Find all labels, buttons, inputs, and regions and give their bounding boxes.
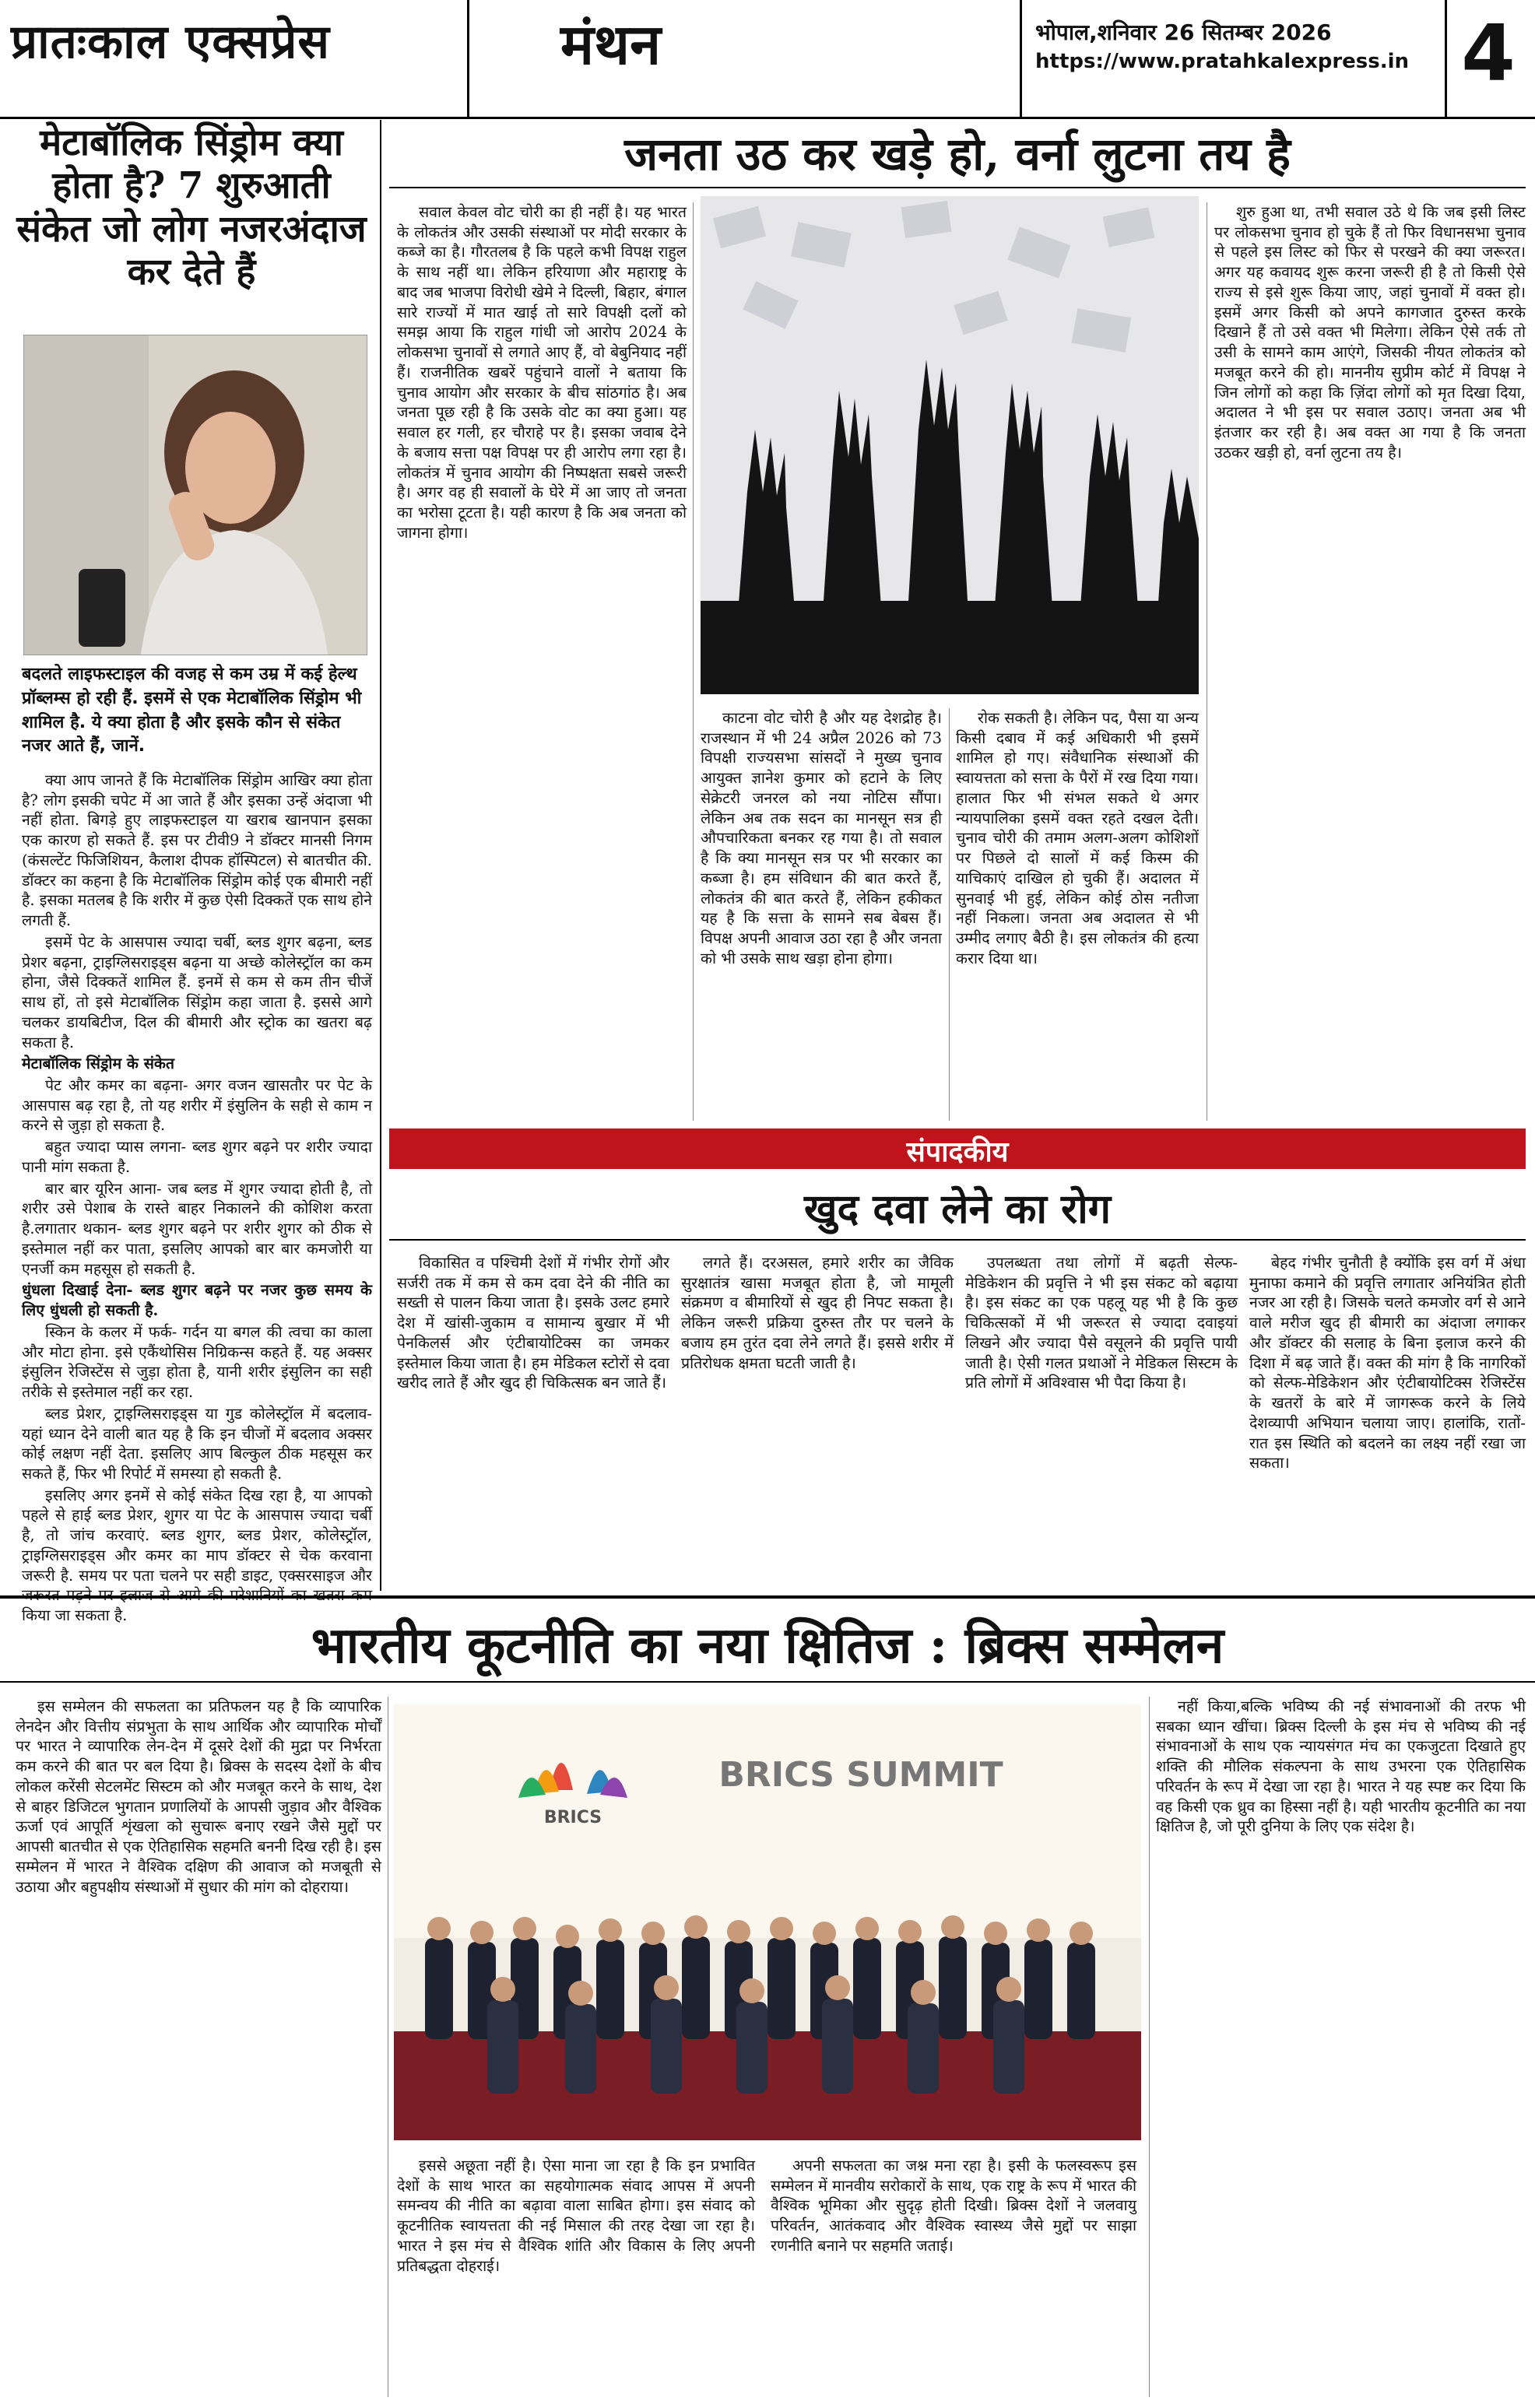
paragraph: रोक सकती है। लेकिन पद, पैसा या अन्य किसी दबाव में कई अधिकारी भी इसमें शामिल हो गए। संवैधानिक संस्थाओं की स्वायत्तता को सत्ता के पैरों में रख दिया गया। हालात फिर भी संभल सकते थे अगर न्यायपालिका इसमें वक्त रहते दखल देती। चुनाव चोरी की तमाम अलग-अलग कोशिशों पर पिछले दो सालों में कई किस्म की याचिकाएं दाखिल हो चुकी हैं। अदालत में सुनवाई भी हुई, लेकिन कोई ठोस नतीजा नहीं निकला। जनता अब अदालत से भी उम्मीद लगाए बैठी है। इस लोकतंत्र की हत्या करार दिया था। [956, 709, 1199, 967]
site-url[interactable]: https://www.pratahkalexpress.in [1035, 50, 1410, 73]
lead-photo [23, 335, 367, 655]
headline-rule [389, 187, 1526, 188]
masthead-divider [1445, 0, 1447, 117]
masthead-divider [467, 0, 469, 117]
paragraph: लगते हैं। दरअसल, हमारे शरीर का जैविक सुरक्षातंत्र खासा मजबूत होता है, जो मामूली संक्रमण व बीमारियों से खुद ही निपट सकता है। लेकिन जरूरी प्रक्रिया दुरुस्त तौर पर चलने के बजाय हम तुरंत दवा लेने लगते हैं। इससे शरीर में प्रतिरोधक क्षमता घटती जाती है। [681, 1254, 954, 1372]
paragraph: इसमें पेट के आसपास ज्यादा चर्बी, ब्लड शुगर बढ़ना, ब्लड प्रेशर बढ़ना, ट्राइग्लिसराइड्स बढ़ना या अच्छे कोलेस्ट्रॉल का कम होना, जैसे दिक्कतें शामिल हैं. इनमें से कम से कम तीन चीजें साथ हों, तो इसे मेटाबॉलिक सिंड्रोम कहा जाता है. इससे आगे चलकर डायबिटीज, दिल की बीमारी और स्ट्रोक का खतरा बढ़ सकता है. [22, 932, 372, 1051]
editorial-col-4 [1249, 1253, 1526, 1588]
paragraph: बहुत ज्यादा प्यास लगना- ब्लड शुगर बढ़ने पर शरीर ज्यादा पानी मांग सकता है. [22, 1138, 372, 1176]
paragraph: विकासित व पश्चिमी देशों में गंभीर रोगों और सर्जरी तक में कम से कम दवा देने की नीति का सख्ती से पालन किया जाता है। इसके उलट हमारे देश में खांसी-जुकाम व सामान्य बुखार में भी पेनकिलर्स और एंटीबायोटिक्स का जमकर इस्तेमाल किया जाता है। हम मेडिकल स्टोरों से दवा खरीद लाते हैं और खुद ही चिकित्सक बन जाते हैं। [397, 1254, 669, 1392]
brics-summit-photo [394, 1704, 1141, 2140]
paragraph: बार बार यूरिन आना- जब ब्लड में शुगर ज्यादा होती है, तो शरीर उसे पेशाब के रास्ते बाहर निकालने की कोशिश करता है.लगातार थकान- ब्लड शुगर बढ़ने पर शरीर शुगर को ठीक से इस्तेमाल नहीं कर पाता, इसलिए आपको बार बार कमजोरी या एनर्जी कम महसूस हो सकती है. [22, 1179, 372, 1278]
paragraph: इसलिए अगर इनमें से कोई संकेत दिख रहा है, या आपको पहले से हाई ब्लड प्रेशर, शुगर या पेट के आसपास ज्यादा चर्बी है, तो जांच करवाएं. ब्लड शुगर, ब्लड प्रेशर, कोलेस्ट्रॉल, ट्राइग्लिसराइड्स और कमर का माप डॉक्टर से चेक करवाना जरूरी है. समय पर पता चलने पर सही डाइट, एक्सरसाइज और किया जा सकता है. [22, 1486, 372, 1625]
headline-rule [0, 1681, 1535, 1683]
subheading: धुंधला दिखाई देना- ब्लड शुगर बढ़ने पर नजर कुछ समय के लिए धुंधली हो सकती है. [22, 1281, 372, 1320]
section-title: मंथन [560, 11, 662, 77]
lead-headline: मेटाबॉलिक सिंड्रोम क्या होता है? 7 शुरुआती संकेत जो लोग नजरअंदाज कर देते हैं [16, 121, 367, 294]
column-divider [1149, 1697, 1150, 2397]
paragraph: शुरु हुआ था, तभी सवाल उठे थे कि जब इसी लिस्ट पर लोकसभा चुनाव हो चुके हैं तो फिर विधानसभा चुनाव से पहले इस लिस्ट को फिर से परखने की क्या जरूरत। अगर यह कवायद शुरू करना जरूरी ही है तो किसी ऐसे राज्य से इसे शुरू किया जाए, जहां चुनावों में वक्त हो। इसमें अगर किसी को अपने कागजात दुरुस्त करके दिखाने हैं तो उसे वक्त भी मिलेगा। लेकिन ऐसे तर्क तो उसी के सामने काम आएंगे, जिसकी नीयत लोकतंत्र को मजबूत करने की हो। माननीय सुप्रीम कोर्ट में विपक्ष ने जिन लोगों को कहा कि ज़िंदा लोगों को मृत दिखा दिया, अदालत ने भी इस पर सवाल उठाए। जनता अब भी इंतजार कर रही है। अब वक्त आ गया है कि जनता उठकर खड़ी हो, वर्ना लुटना तय है। [1214, 203, 1526, 462]
woman-headache-illustration [24, 335, 367, 655]
paragraph: नहीं किया,बल्कि भविष्य की नई संभावनाओं की तरफ भी सबका ध्यान खींचा। ब्रिक्स दिल्ली के इस मंच से भविष्य की नई संभावनाओं के साथ एक न्यायसंगत मंच का एकजुटता दिखाते हुए शक्ति की मौलिक संकल्पना के साथ उभरना एक ऐतिहासिक परिवर्तन के रूप में देखा जा रहा है। भारत ने यह स्पष्ट कर दिया कि वह किसी एक ध्रुव का हिस्सा नहीं है। यही भारतीय कूटनीति का नया क्षितिज है, जो पूरी दुनिया के लिए एक संदेश है। [1156, 1697, 1526, 1836]
column-divider [693, 202, 694, 1121]
subheading: मेटाबॉलिक सिंड्रोम के संकेत [22, 1055, 174, 1073]
paragraph: अपनी सफलता का जश्न मना रहा है। इसी के फलस्वरूप इस सम्मेलन में मानवीय सरोकारों के साथ, एक राष्ट्र के रूप में भारत की वैश्विक भूमिका और सुदृढ़ होती दिखी। ब्रिक्स देशों ने जलवायु परिवर्तन, आतंकवाद और वैश्विक स्वास्थ्य जैसे मुद्दों पर साझा रणनीति बनाने पर सहमति जताई। [771, 2157, 1136, 2255]
raised-hands-photo [701, 196, 1199, 694]
paragraph: सवाल केवल वोट चोरी का ही नहीं है। यह भारत के लोकतंत्र और उसकी संस्थाओं पर मोदी सरकार के कब्जे का है। गौरतलब है कि पहले कभी विपक्ष राहुल के साथ नहीं था। लेकिन हरियाणा और महाराष्ट्र के बाद जब भाजपा विरोधी खेमे ने दिल्ली, बिहार, बंगाल सारे राज्यों में मात खाई तो सारे विपक्षी दलों को समझ आया कि राहुल गांधी जो आरोप 2024 के लोकसभा चुनावों से लगाते आए हैं, वो बेबुनियाद नहीं हैं। राजनीतिक खबरें पहुंचाने वालों ने बताया कि चुनाव आयोग और सरकार के बीच सांठगांठ है। अब जनता पूछ रही है कि उसके वोट का क्या हुआ। यह सवाल हर गली, हर चौराहे पर है। इसका जवाब देने के बजाय सत्ता पक्ष विपक्ष पर ही आरोप लगा रहा है। लोकतंत्र में चुनाव आयोग की निष्पक्षता सबसे जरूरी है। अगर वह ही सवालों के घेरे में आ जाए तो जनता का भरोसा टूटता है। यही कारण है कि अब जनता को जागना होगा। [397, 203, 687, 542]
paragraph: बेहद गंभीर चुनौती है क्योंकि इस वर्ग में अंधा मुनाफा कमाने की प्रवृत्ति लगातार अनियंत्रित होती नजर आ रही है। जिसके चलते कमजोर वर्ग से आने वाले मरीज खुद ही बीमारी का अंदाजा लगाकर और डॉक्टर की सलाह के बिना इलाज करने की दिशा में बढ़ जाते हैं। वक्त की मांग है कि नागरिकों को सेल्फ-मेडिकेशन और एंटीबायोटिक्स रेजिस्टेंस के खतरों के बारे में जागरूक करने के लिये देशव्यापी अभियान चलाया जाए। हालांकि, रातों-रात इस स्थिति को बदलने का लक्ष्य नहीं रखा जा सकता। [1249, 1254, 1526, 1473]
paragraph: इस सम्मेलन की सफलता का प्रतिफलन यह है कि व्यापारिक लेनदेन और वित्तीय संप्रभुता के साथ आर्थिक और व्यापारिक मोर्चों पर भारत ने व्यापारिक लेन-देन में दूसरे देशों की मुद्रा पर निर्भरता कम करने की बात पर बल दिया है। ब्रिक्स के सदस्य देशों के बीच लोकल करेंसी सेटलमेंट सिस्टम को और मजबूत करने के साथ, देश से बाहर डिजिटल भुगतान प्रणालियों के आपसी जुड़ाव और वैश्विक ऊर्जा एवं आपूर्ति शृंखला को सुचारू बनाए रखने जैसे मुद्दों पर आपसी बातचीत से एक ऐतिहासिक सहमति बननी दिख रही है। इस सम्मेलन में भारत ने वैश्विक दक्षिण की आवाज को मजबूती से उठाया और बहुपक्षीय संस्थाओं में सुधार की मांग को दोहराया। [16, 1697, 381, 1896]
editorial-col-2 [681, 1253, 954, 1588]
paragraph: क्या आप जानते हैं कि मेटाबॉलिक सिंड्रोम आखिर क्या होता है? लोग इसकी चपेट में आ जाते हैं और इसका उन्हें अंदाजा भी नहीं होता. बिगड़े हुए लाइफस्टाइल या खराब खानपान इसका एक कारण हो सकते हैं. इस पर टीवी9 ने डॉक्टर मानसी निगम (कंसल्टेंट फिजिशियन, कैलाश दीपक हॉस्पिटल) से बातचीत की. डॉक्टर का कहना है कि मेटाबॉलिक सिंड्रोम कोई एक बीमारी नहीं है. इसका मतलब है कि शरीर में कुछ ऐसी दिक्कतें एक साथ होने लगती हैं. [22, 771, 372, 930]
summit-banner-text: BRICS SUMMIT [718, 1755, 1003, 1795]
top-story-col-1 [397, 202, 687, 1121]
editorial-col-3 [965, 1253, 1238, 1588]
paragraph: इससे अछूता नहीं है। ऐसा माना जा रहा है कि इन प्रभावित देशों के साथ भारत का सहयोगात्मक संवाद आपस में अपनी समन्वय की नीति का बढ़ावा वाला साबित होगा। इस संवाद को कूटनीतिक स्वायत्तता की नई मिसाल की तरह देखा जा रहा है। भारत ने इस मंच से वैश्विक शांति और विकास के लिए अपनी प्रतिबद्धता दोहराई। [397, 2157, 755, 2275]
lead-body [22, 770, 372, 1625]
brics-headline: भारतीय कूटनीति का नया क्षितिज : ब्रिक्स सम्मेलन [311, 1616, 1224, 1675]
paper-name: प्रातःकाल एक्सप्रेस [11, 15, 330, 69]
top-story-col-4 [1214, 202, 1526, 1121]
paragraph: उपलब्धता तथा लोगों में बढ़ती सेल्फ-मेडिकेशन की प्रवृत्ति ने भी इस संकट को बढ़ाया है। इस संकट का एक पहलू यह भी है कि कुछ चिकित्सकों में भी जरूरत से ज्यादा दवाइयां लिखने और ज्यादा पैसे वसूलने की प्रवृत्ति पायी जाती है। ऐसी गलत प्रथाओं ने मेडिकल सिस्टम के प्रति लोगों में अविश्वास भी पैदा किया है। [965, 1254, 1238, 1392]
paragraph: काटना वोट चोरी है और यह देशद्रोह है। राजस्थान में भी 24 अप्रैल 2026 को 73 विपक्षी राज्यसभा सांसदों ने मुख्य चुनाव आयुक्त ज्ञानेश कुमार को हटाने के लिए सेक्रेटरी जनरल को नया नोटिस सौंपा। लेकिन अब तक सदन का मानसून सत्र ही औपचारिकता बनकर रह गया है। तो सवाल है कि क्या मानसून सत्र पर भी सरकार का कब्जा है। हम संविधान की बात करते हैं, लोकतंत्र की बात करते हैं, लेकिन हकीकत यह है कि सत्ता के सामने सब बेबस हैं। विपक्ष अपनी आवाज उठा रहा है और जनता को भी उसके साथ खड़ा होना होगा। [701, 709, 942, 967]
brics-mid-col-2 [771, 2156, 1136, 2397]
section-rule [0, 1595, 1535, 1599]
date-line: भोपाल,शनिवार 26 सितम्बर 2026 [1035, 19, 1332, 45]
top-story-col-3 [956, 708, 1199, 1121]
editorial-col-1 [397, 1253, 669, 1588]
column-divider [949, 708, 950, 1121]
brics-group-photo-illustration [394, 1704, 1141, 2140]
brics-mid-col-1 [397, 2156, 755, 2397]
editorial-label: संपादकीय [906, 1136, 1009, 1168]
raised-hands-illustration [701, 196, 1199, 694]
top-headline: जनता उठ कर खड़े हो, वर्ना लुटना तय है [624, 128, 1291, 181]
page-number: 4 [1461, 8, 1516, 99]
paragraph: ब्लड प्रेशर, ट्राइग्लिसराइड्स या गुड कोलेस्ट्रॉल में बदलाव- यहां ध्यान देने वाली बात यह है कि इन चीजों में बदलाव अक्सर कोई लक्षण नहीं देता. इसलिए आप बिल्कुल ठीक महसूस कर सकते हैं, फिर भी रिपोर्ट में समस्या हो सकती है. [22, 1404, 372, 1483]
editorial-rule [389, 1239, 1526, 1241]
editorial-title: खुद दवा लेने का रोग [803, 1185, 1112, 1233]
brics-right-col [1156, 1697, 1526, 2397]
paragraph: स्किन के कलर में फर्क- गर्दन या बगल की त्वचा का काला और मोटा होना. इसे एकैंथोसिस निग्रिकन्स कहते हैं. यह अक्सर इंसुलिन रेजिस्टेंस से जुड़ा होता है, यानी शरीर इंसुलिन का सही तरीके से इस्तेमाल नहीं कर रहा. [22, 1322, 372, 1402]
masthead-divider [1020, 0, 1022, 117]
paragraph: पेट और कमर का बढ़ना- अगर वजन खासतौर पर पेट के आसपास बढ़ रहा है, तो यह शरीर में इंसुलिन के सही से काम न करने से जुड़ा हो सकता है. [22, 1076, 372, 1135]
brics-left-col [16, 1697, 381, 2397]
lead-caption: बदलते लाइफस्टाइल की वजह से कम उम्र में कई हेल्थ प्रॉब्लम्स हो रही हैं. इसमें से एक मेटाबॉलिक सिंड्रोम भी शामिल है. ये क्या होता है और इसके कौन से संकेत नजर आते हैं, जानें. [22, 665, 362, 756]
brics-logo-text: BRICS [543, 1808, 602, 1827]
top-story-col-2 [701, 708, 942, 1121]
